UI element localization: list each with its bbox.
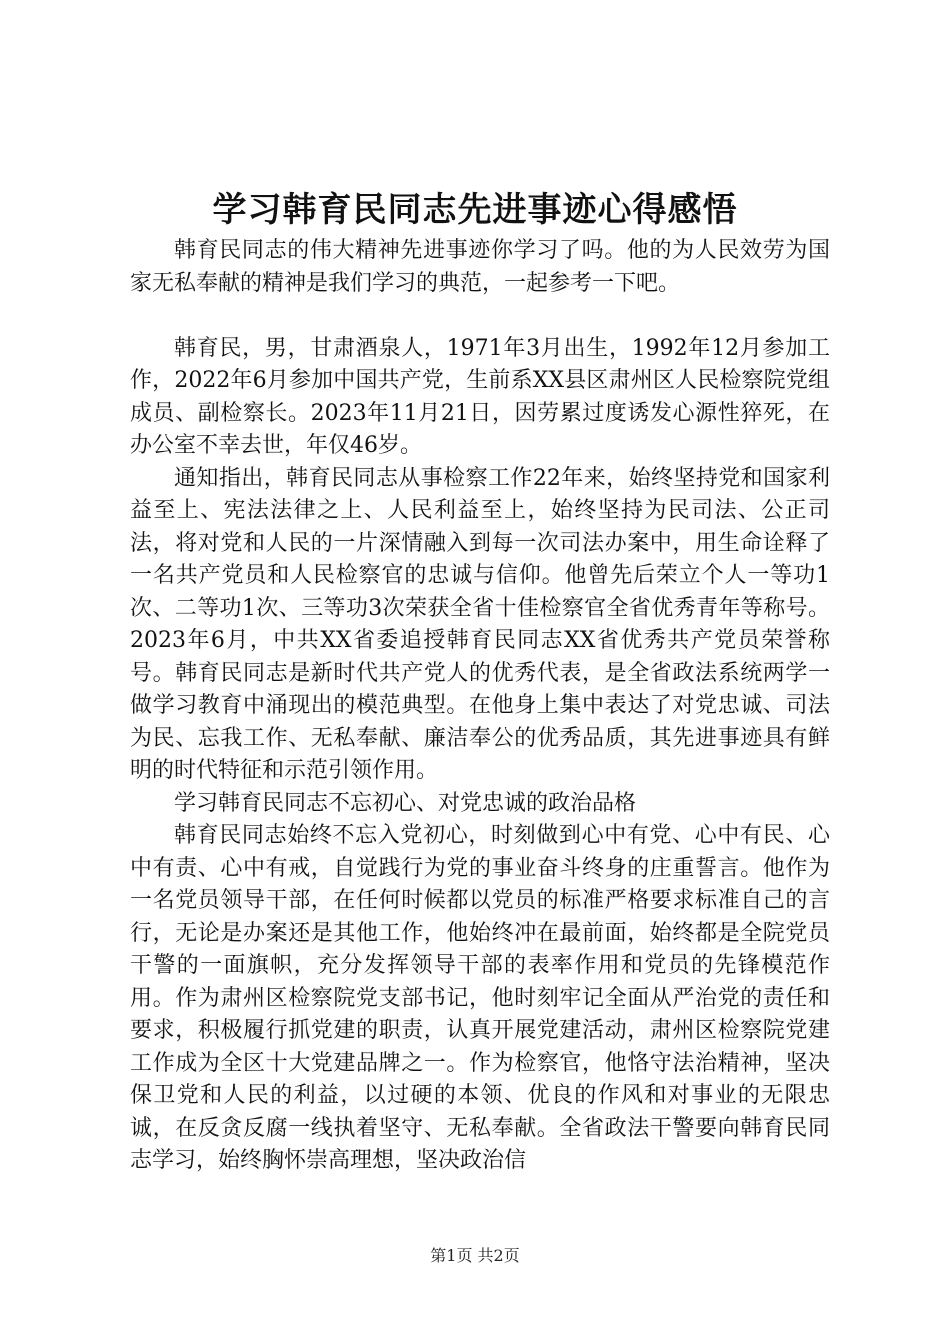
section-heading: 学习韩育民同志不忘初心、对党忠诚的政治品格 [174,790,637,816]
biography-paragraph: 韩育民，男，甘肃酒泉人，1971年3月出生，1992年12月参加工作，2022年6月参加中国共产党，生前系XX县区肃州区人民检察院党组成员、副检察长。2023年11月21日，因劳累过度诱发心源性猝死，在办公室不幸去世，年仅46岁。 [130,335,830,458]
document-body [130,235,830,1178]
notice-paragraph: 通知指出，韩育民同志从事检察工作22年来，始终坚持党和国家利益至上、宪法法律之上、人民利益至上，始终坚持为民司法、公正司法，将对党和人民的一片深情融入到每一次司法办案中，用生命诠释了一名共产党员和人民检察官的忠诚与信仰。他曾先后荣立个人一等功1次、二等功1次、三等功3次荣获全省十佳检察官全省优秀青年等称号。2023年6月，中共XX省委追授韩育民同志XX省优秀共产党员荣誉称号。韩育民同志是新时代共产党人的优秀代表，是全省政法系统两学一做学习教育中涌现出的模范典型。在他身上集中表达了对党忠诚、司法为民、忘我工作、无私奉献、廉洁奉公的优秀品质，其先进事迹具有鲜明的时代特征和示范引领作用。 [130,465,830,783]
intro-paragraph: 韩育民同志的伟大精神先进事迹你学习了吗。他的为人民效劳为国家无私奉献的精神是我们学习的典范，一起参考一下吧。 [130,238,830,296]
section-paragraph: 韩育民同志始终不忘入党初心，时刻做到心中有党、心中有民、心中有责、心中有戒，自觉践行为党的事业奋斗终身的庄重誓言。他作为一名党员领导干部，在任何时候都以党员的标准严格要求标准自己的言行，无论是办案还是其他工作，他始终冲在最前面，始终都是全院党员干警的一面旗帜，充分发挥领导干部的表率作用和党员的先锋模范作用。作为肃州区检察院党支部书记，他时刻牢记全面从严治党的责任和要求，积极履行抓党建的职责，认真开展党建活动，肃州区检察院党建工作成为全区十大党建品牌之一。作为检察官，他恪守法治精神，坚决保卫党和人民的利益，以过硬的本领、优良的作风和对事业的无限忠诚，在反贪反腐一线执着坚守、无私奉献。全省政法干警要向韩育民同志学习，始终胸怀崇高理想，坚决政治信 [130,823,830,1173]
page-number: 第1页 共2页 [430,1246,520,1265]
document-title: 学习韩育民同志先进事迹心得感悟 [212,190,738,230]
